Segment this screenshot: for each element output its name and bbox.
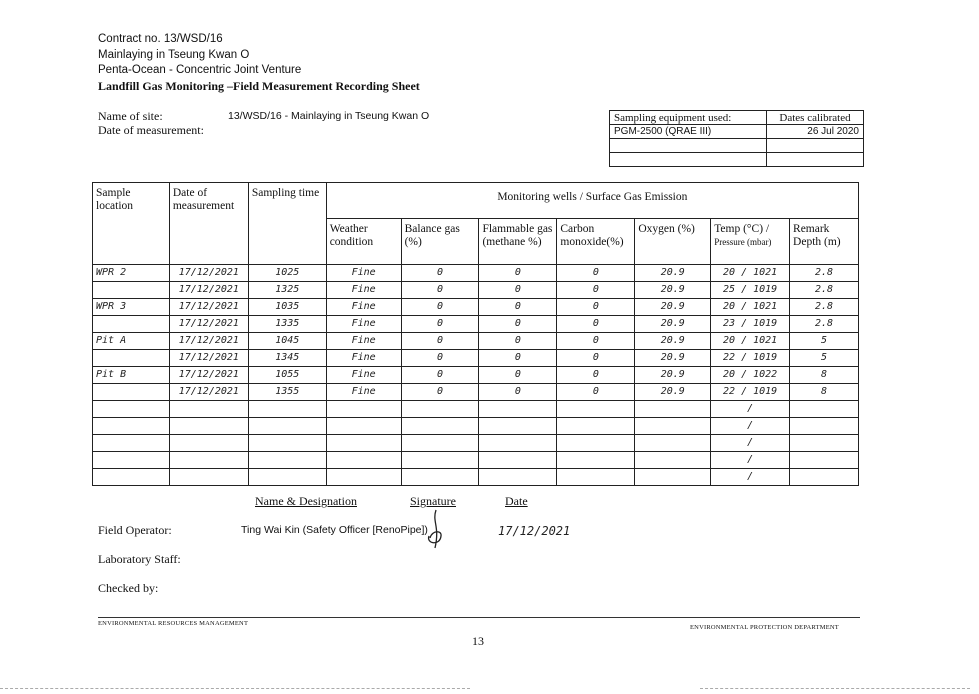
cell-temp-pressure: 20 / 1022 (711, 367, 790, 384)
cell-location: WPR 2 (93, 265, 170, 282)
cell-location (93, 282, 170, 299)
cell-flammable-gas: 0 (479, 367, 557, 384)
cell-weather: Fine (326, 299, 401, 316)
cell-balance-gas: 0 (401, 367, 479, 384)
cell-location: WPR 3 (93, 299, 170, 316)
cell-date (169, 452, 248, 469)
table-row (93, 316, 859, 333)
cell-remark-depth: 8 (790, 384, 859, 401)
field-operator-name: Ting Wai Kin (Safety Officer [RenoPipe]) (241, 524, 428, 536)
cell-time (248, 435, 326, 452)
cell-remark-depth (790, 469, 859, 486)
equipment-header: Sampling equipment used: (610, 111, 767, 125)
cell-date: 17/12/2021 (169, 265, 248, 282)
table-row (93, 435, 859, 452)
cell-oxygen: 20.9 (635, 316, 711, 333)
table-row (93, 367, 859, 384)
table-row (93, 452, 859, 469)
cell-remark-depth (790, 401, 859, 418)
cell-time: 1055 (248, 367, 326, 384)
cell-balance-gas (401, 452, 479, 469)
cell-flammable-gas: 0 (479, 299, 557, 316)
cell-flammable-gas: 0 (479, 384, 557, 401)
cell-date: 17/12/2021 (169, 316, 248, 333)
cell-flammable-gas: 0 (479, 265, 557, 282)
document-header (98, 32, 420, 94)
cell-weather: Fine (326, 282, 401, 299)
cell-oxygen: 20.9 (635, 265, 711, 282)
cell-remark-depth: 2.8 (790, 299, 859, 316)
cell-remark-depth: 8 (790, 367, 859, 384)
table-row (93, 384, 859, 401)
cell-balance-gas (401, 469, 479, 486)
table-row (93, 333, 859, 350)
cell-flammable-gas (479, 435, 557, 452)
cell-oxygen: 20.9 (635, 384, 711, 401)
footer-left-org: ENVIRONMENTAL RESOURCES MANAGEMENT (98, 620, 249, 627)
header-balance-gas: Balance gas (%) (401, 219, 479, 265)
cell-flammable-gas (479, 469, 557, 486)
cell-balance-gas (401, 401, 479, 418)
project-name: Mainlaying in Tseung Kwan O (98, 48, 250, 61)
cell-time (248, 469, 326, 486)
cell-temp-pressure: 20 / 1021 (711, 333, 790, 350)
cell-carbon-monoxide: 0 (557, 384, 635, 401)
cell-remark-depth: 2.8 (790, 282, 859, 299)
cell-weather: Fine (326, 316, 401, 333)
checked-by-label: Checked by: (98, 581, 159, 595)
cell-balance-gas: 0 (401, 316, 479, 333)
header-pressure: Pressure (mbar) (714, 237, 772, 247)
cell-oxygen (635, 435, 711, 452)
measurement-table (92, 182, 859, 486)
cell-time: 1045 (248, 333, 326, 350)
cell-temp-pressure: / (711, 401, 790, 418)
site-name-label: Name of site: (98, 109, 163, 123)
calibration-value: 26 Jul 2020 (767, 125, 864, 139)
cell-location (93, 452, 170, 469)
cell-location: Pit B (93, 367, 170, 384)
cell-date: 17/12/2021 (169, 384, 248, 401)
cell-carbon-monoxide: 0 (557, 282, 635, 299)
cell-balance-gas: 0 (401, 282, 479, 299)
footer-right-org: ENVIRONMENTAL PROTECTION DEPARTMENT (690, 624, 839, 631)
cell-remark-depth: 5 (790, 350, 859, 367)
cell-weather: Fine (326, 265, 401, 282)
cell-carbon-monoxide (557, 435, 635, 452)
equipment-empty-cell (610, 153, 767, 167)
cell-carbon-monoxide (557, 418, 635, 435)
cell-location (93, 435, 170, 452)
cell-carbon-monoxide (557, 401, 635, 418)
cell-time: 1325 (248, 282, 326, 299)
signoff-date-header: Date (505, 494, 528, 508)
cell-weather: Fine (326, 350, 401, 367)
cell-oxygen (635, 401, 711, 418)
cell-flammable-gas: 0 (479, 282, 557, 299)
cell-balance-gas: 0 (401, 299, 479, 316)
cell-temp-pressure: 20 / 1021 (711, 299, 790, 316)
laboratory-staff-label: Laboratory Staff: (98, 552, 181, 566)
table-row (93, 299, 859, 316)
cell-oxygen (635, 469, 711, 486)
cell-remark-depth (790, 435, 859, 452)
cell-date (169, 435, 248, 452)
cell-oxygen: 20.9 (635, 282, 711, 299)
equipment-value: PGM-2500 (QRAE III) (610, 125, 767, 139)
cell-carbon-monoxide: 0 (557, 350, 635, 367)
cell-remark-depth: 5 (790, 333, 859, 350)
cell-location (93, 316, 170, 333)
cell-weather (326, 469, 401, 486)
cell-balance-gas: 0 (401, 350, 479, 367)
cell-time (248, 452, 326, 469)
calibration-header: Dates calibrated (767, 111, 864, 125)
cell-location (93, 350, 170, 367)
header-oxygen: Oxygen (%) (635, 219, 711, 265)
cell-date: 17/12/2021 (169, 282, 248, 299)
header-temp: Temp (°C) / (714, 223, 770, 235)
header-sampling-time: Sampling time (248, 183, 326, 265)
field-operator-date: 17/12/2021 (498, 524, 571, 538)
table-row (93, 265, 859, 282)
header-remark-depth: Remark Depth (m) (790, 219, 859, 265)
signoff-signature-header: Signature (410, 494, 456, 508)
cell-flammable-gas: 0 (479, 333, 557, 350)
cell-balance-gas: 0 (401, 333, 479, 350)
cell-flammable-gas: 0 (479, 316, 557, 333)
cell-weather: Fine (326, 367, 401, 384)
cell-flammable-gas (479, 401, 557, 418)
cell-temp-pressure: 22 / 1019 (711, 384, 790, 401)
cell-time (248, 401, 326, 418)
header-carbon-monoxide: Carbon monoxide(%) (557, 219, 635, 265)
cell-date (169, 418, 248, 435)
cell-date (169, 401, 248, 418)
footer-divider (98, 617, 860, 618)
cell-balance-gas (401, 435, 479, 452)
cell-carbon-monoxide: 0 (557, 265, 635, 282)
equipment-empty-cell (767, 139, 864, 153)
cell-balance-gas (401, 418, 479, 435)
cell-temp-pressure: / (711, 418, 790, 435)
cell-oxygen: 20.9 (635, 350, 711, 367)
contract-number: Contract no. 13/WSD/16 (98, 33, 223, 45)
cell-remark-depth (790, 418, 859, 435)
cell-date (169, 469, 248, 486)
table-row (93, 418, 859, 435)
cell-oxygen: 20.9 (635, 299, 711, 316)
cell-temp-pressure: / (711, 452, 790, 469)
cell-carbon-monoxide (557, 452, 635, 469)
cell-temp-pressure: / (711, 469, 790, 486)
cell-remark-depth: 2.8 (790, 265, 859, 282)
site-name-value: 13/WSD/16 - Mainlaying in Tseung Kwan O (228, 110, 430, 122)
equipment-empty-cell (767, 153, 864, 167)
cell-weather: Fine (326, 333, 401, 350)
table-row (93, 350, 859, 367)
header-monitoring-group: Monitoring wells / Surface Gas Emission (326, 183, 858, 219)
cell-time: 1035 (248, 299, 326, 316)
cell-flammable-gas (479, 452, 557, 469)
field-operator-label: Field Operator: (98, 523, 172, 537)
cell-flammable-gas: 0 (479, 350, 557, 367)
cell-date: 17/12/2021 (169, 350, 248, 367)
cell-oxygen (635, 452, 711, 469)
cell-time: 1345 (248, 350, 326, 367)
cell-balance-gas: 0 (401, 384, 479, 401)
header-temp-pressure (711, 219, 790, 265)
cell-location (93, 469, 170, 486)
header-flammable-gas: Flammable gas (methane %) (479, 219, 557, 265)
scan-edge-line (0, 688, 470, 689)
table-row (93, 401, 859, 418)
cell-remark-depth: 2.8 (790, 316, 859, 333)
cell-temp-pressure: / (711, 435, 790, 452)
cell-oxygen (635, 418, 711, 435)
cell-balance-gas: 0 (401, 265, 479, 282)
table-row (93, 282, 859, 299)
sheet-title: Landfill Gas Monitoring –Field Measurement Recording Sheet (98, 78, 420, 93)
signoff-name-header: Name & Designation (255, 494, 357, 508)
equipment-table (609, 110, 864, 167)
cell-time (248, 418, 326, 435)
cell-location (93, 384, 170, 401)
cell-weather (326, 452, 401, 469)
cell-time: 1025 (248, 265, 326, 282)
field-operator-signature (424, 508, 446, 550)
cell-temp-pressure: 22 / 1019 (711, 350, 790, 367)
cell-time: 1335 (248, 316, 326, 333)
header-sample-location: Sample location (93, 183, 170, 265)
contractor-name: Penta-Ocean - Concentric Joint Venture (98, 64, 302, 76)
table-row (93, 469, 859, 486)
cell-oxygen: 20.9 (635, 333, 711, 350)
cell-temp-pressure: 23 / 1019 (711, 316, 790, 333)
cell-remark-depth (790, 452, 859, 469)
cell-temp-pressure: 20 / 1021 (711, 265, 790, 282)
cell-carbon-monoxide: 0 (557, 299, 635, 316)
equipment-empty-cell (610, 139, 767, 153)
measurement-date-label: Date of measurement: (98, 123, 204, 137)
cell-location: Pit A (93, 333, 170, 350)
cell-flammable-gas (479, 418, 557, 435)
cell-carbon-monoxide (557, 469, 635, 486)
scan-edge-line (700, 688, 970, 689)
cell-weather (326, 401, 401, 418)
cell-carbon-monoxide: 0 (557, 367, 635, 384)
cell-location (93, 418, 170, 435)
cell-temp-pressure: 25 / 1019 (711, 282, 790, 299)
cell-carbon-monoxide: 0 (557, 333, 635, 350)
cell-date: 17/12/2021 (169, 299, 248, 316)
cell-weather: Fine (326, 384, 401, 401)
cell-date: 17/12/2021 (169, 367, 248, 384)
header-date: Date of measurement (169, 183, 248, 265)
cell-date: 17/12/2021 (169, 333, 248, 350)
cell-oxygen: 20.9 (635, 367, 711, 384)
page-number: 13 (472, 634, 484, 648)
header-weather: Weather condition (326, 219, 401, 265)
cell-weather (326, 435, 401, 452)
cell-time: 1355 (248, 384, 326, 401)
cell-weather (326, 418, 401, 435)
cell-carbon-monoxide: 0 (557, 316, 635, 333)
cell-location (93, 401, 170, 418)
